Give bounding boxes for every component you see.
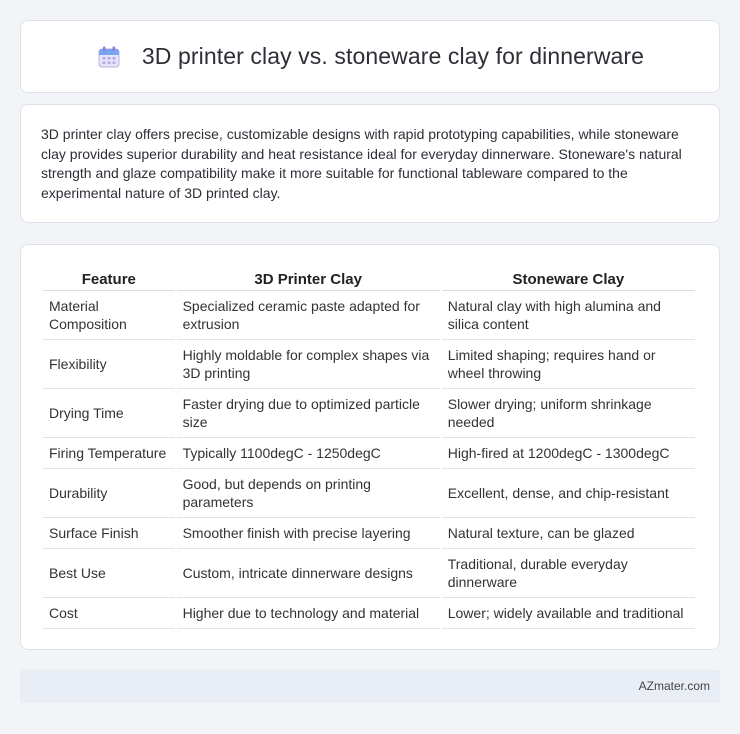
table-row <box>43 549 695 598</box>
feature-cell: Surface Finish <box>43 518 175 549</box>
stoneware-clay-cell: High-fired at 1200degC - 1300degC <box>442 438 695 469</box>
printer-clay-cell: Faster drying due to optimized particle size <box>177 389 440 438</box>
feature-cell: Flexibility <box>43 340 175 389</box>
stoneware-clay-cell: Excellent, dense, and chip-resistant <box>442 469 695 518</box>
feature-cell: Material Composition <box>43 291 175 340</box>
feature-cell: Best Use <box>43 549 175 598</box>
table-row <box>43 291 695 340</box>
table-row <box>43 438 695 469</box>
table-row <box>43 598 695 629</box>
page-title: 3D printer clay vs. stoneware clay for dinnerware <box>141 43 645 69</box>
feature-cell: Cost <box>43 598 175 629</box>
stoneware-clay-cell: Natural texture, can be glazed <box>442 518 695 549</box>
printer-clay-cell: Good, but depends on printing parameters <box>177 469 440 518</box>
comparison-table-card <box>20 244 720 650</box>
header-3d-printer-clay: 3D Printer Clay <box>177 265 440 291</box>
table-row <box>43 389 695 438</box>
feature-cell: Durability <box>43 469 175 518</box>
table-row <box>43 469 695 518</box>
stoneware-clay-cell: Natural clay with high alumina and silica content <box>442 291 695 340</box>
feature-cell: Firing Temperature <box>43 438 175 469</box>
printer-clay-cell: Typically 1100degC - 1250degC <box>177 438 440 469</box>
feature-cell: Drying Time <box>43 389 175 438</box>
printer-clay-cell: Higher due to technology and material <box>177 598 440 629</box>
printer-clay-cell: Highly moldable for complex shapes via 3D printing <box>177 340 440 389</box>
title-card <box>20 20 720 93</box>
comparison-table <box>41 265 697 629</box>
header-stoneware-clay: Stoneware Clay <box>442 265 695 291</box>
stoneware-clay-cell: Limited shaping; requires hand or wheel throwing <box>442 340 695 389</box>
footer-brand: AZmater.com <box>638 679 710 693</box>
stoneware-clay-cell: Traditional, durable everyday dinnerware <box>442 549 695 598</box>
table-header-row <box>43 265 695 291</box>
printer-clay-cell: Custom, intricate dinnerware designs <box>177 549 440 598</box>
calendar-icon <box>96 44 122 70</box>
printer-clay-cell: Smoother finish with precise layering <box>177 518 440 549</box>
stoneware-clay-cell: Slower drying; uniform shrinkage needed <box>442 389 695 438</box>
footer <box>20 670 720 703</box>
stoneware-clay-cell: Lower; widely available and traditional <box>442 598 695 629</box>
header-feature: Feature <box>43 265 175 291</box>
table-row <box>43 340 695 389</box>
printer-clay-cell: Specialized ceramic paste adapted for extrusion <box>177 291 440 340</box>
summary-text: 3D printer clay offers precise, customizable designs with rapid prototyping capabilities, while stoneware clay provides superior durability and heat resistance ideal for everyday dinnerware. Stoneware's natural strength and glaze compatibility make it more suitable for functional tableware compared to the experimental nature of 3D printed clay. <box>41 126 682 201</box>
table-row <box>43 518 695 549</box>
summary-card <box>20 104 720 223</box>
